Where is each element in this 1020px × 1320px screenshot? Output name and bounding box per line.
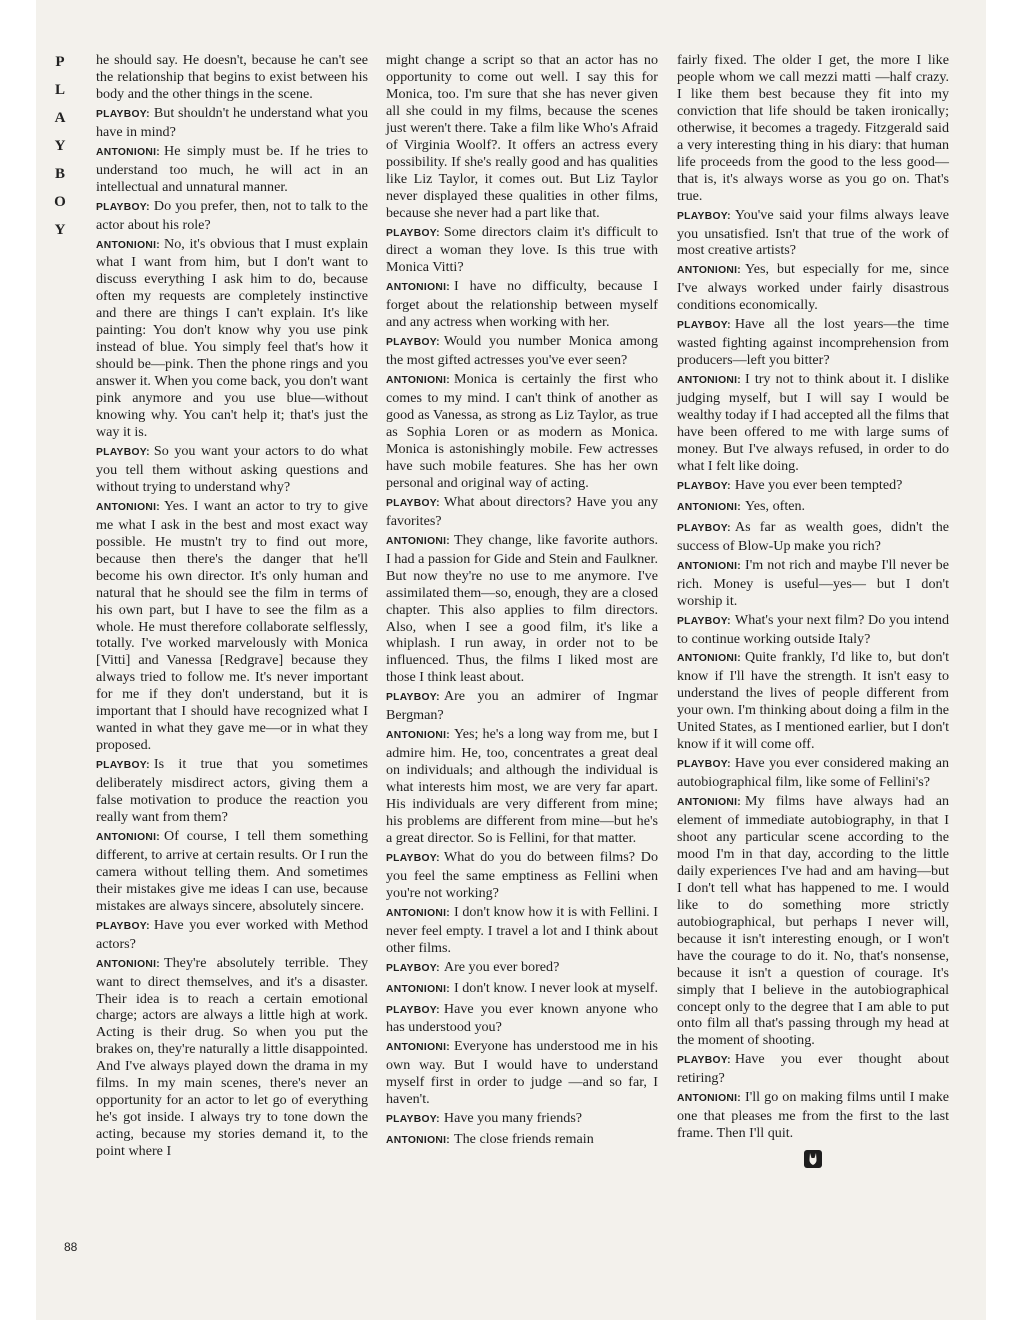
paragraph: [677, 498, 949, 517]
paragraph-text: Yes, but especially for me, since I've always worked under fairly disastrous conditions economically.: [677, 261, 949, 314]
paragraph-text: might change a script so that an actor has no opportunity to come out well. I say this for Monica, too. I'm sure that she has never given all she could in my films, because the scenes just weren't there. Take a film like Who's Afraid of Virginia Woolf?. It offers an actress every possibility. If she's really good and has qualities like Liz Taylor, it comes out. But Liz Taylor never displayed these qualities in other films, because she never had a part like that.: [386, 52, 658, 221]
paragraph-text: I try not to think about it. I dislike judging myself, but I will say I would be wealthy today if I had accepted all the films that have been offered to me with large sums of money. But I've always refused, in order to do what I felt like doing.: [677, 371, 949, 474]
speaker-label-playboy: PLAYBOY:: [677, 615, 731, 627]
paragraph: [96, 198, 368, 234]
paragraph: [677, 612, 949, 648]
speaker-label-playboy: PLAYBOY:: [677, 522, 731, 534]
speaker-label-playboy: PLAYBOY:: [386, 692, 440, 704]
text-column-1: [96, 52, 368, 1162]
speaker-label-playboy: PLAYBOY:: [96, 920, 150, 932]
speaker-label-playboy: PLAYBOY:: [96, 108, 150, 120]
speaker-label-playboy: PLAYBOY:: [677, 480, 731, 492]
paragraph-text: Of course, I tell them something different, to arrive at certain results. Or I run the camera without telling them. And sometimes their mistakes give me ideas I can use, because mistakes are always sincere, absolutely sincere.: [96, 827, 368, 914]
speaker-label-antonioni: ANTONIONI:: [386, 1135, 451, 1147]
paragraph: [386, 726, 658, 847]
magazine-name-letter: P: [55, 54, 65, 70]
speaker-label-antonioni: ANTONIONI:: [386, 730, 451, 742]
paragraph: [96, 917, 368, 953]
paragraph-text: As far as wealth goes, didn't the success of Blow-Up make you rich?: [677, 518, 949, 554]
paragraph: [386, 959, 658, 978]
magazine-name-letter: L: [54, 82, 65, 98]
paragraph-text: Have you ever been tempted?: [734, 476, 903, 493]
paragraph: [677, 371, 949, 475]
paragraph: [96, 828, 368, 915]
paragraph-text: I don't know how it is with Fellini. I never feel empty. I travel a lot and I think about other films.: [386, 903, 658, 956]
paragraph: [96, 955, 368, 1160]
paragraph-text: So you want your actors to do what you tell them without asking questions and without trying to understand why?: [96, 442, 368, 495]
paragraph-text: Have you ever thought about retiring?: [677, 1051, 949, 1087]
speaker-label-playboy: PLAYBOY:: [677, 759, 731, 771]
paragraph: [677, 316, 949, 369]
magazine-name-letter: B: [54, 166, 65, 182]
magazine-name-letter: Y: [54, 222, 66, 238]
paragraph-text: Have all the lost years—the time wasted fighting against incomprehension from producers—left you bitter?: [677, 316, 949, 369]
speaker-label-antonioni: ANTONIONI:: [96, 501, 161, 513]
paragraph-text: I'm not rich and maybe I'll never be rich. Money is useful—yes— but I don't worship it.: [677, 556, 949, 609]
paragraph-text: Have you ever worked with Method actors?: [96, 916, 368, 952]
paragraph: [677, 793, 949, 1049]
paragraph: [96, 236, 368, 441]
magazine-name-vertical: [50, 48, 70, 244]
paragraph: [677, 557, 949, 610]
speaker-label-antonioni: ANTONIONI:: [677, 797, 742, 809]
paragraph-text: Yes; he's a long way from me, but I admire him. He, too, concentrates a great deal on individuals; and although the individual is what interests him most, we are very far apart. His individuals are very different from mine; his problems are different from mine—but he's a great director. So is Fellini, for that matter.: [386, 726, 658, 846]
speaker-label-playboy: PLAYBOY:: [386, 337, 440, 349]
paragraph: [386, 688, 658, 724]
paragraph: [96, 52, 368, 103]
speaker-label-playboy: PLAYBOY:: [386, 1114, 440, 1126]
paragraph: [386, 224, 658, 277]
speaker-label-antonioni: ANTONIONI:: [96, 146, 161, 158]
magazine-name-letter: Y: [54, 138, 66, 154]
paragraph-text: But shouldn't he understand what you have in mind?: [96, 104, 368, 140]
paragraph: [386, 52, 658, 222]
paragraph: [96, 105, 368, 141]
rabbit-head-icon: [804, 1150, 822, 1168]
paragraph-text: What's your next film? Do you intend to continue working outside Italy?: [677, 611, 949, 647]
paragraph-text: Quite frankly, I'd like to, but don't know if I'll have the strength. It isn't easy to understand the lives of people different from your own. I'm thinking about doing a film in the United States, as I mentioned earlier, but I don't know if it will come off.: [677, 649, 949, 753]
speaker-label-antonioni: ANTONIONI:: [96, 831, 161, 843]
page-number: 88: [64, 1240, 78, 1254]
paragraph-text: Have you many friends?: [443, 1110, 583, 1127]
paragraph-text: Is it true that you sometimes deliberately misdirect actors, giving them a false motivation to produce the reaction you really want from them?: [96, 756, 368, 825]
speaker-label-playboy: PLAYBOY:: [96, 760, 150, 772]
paragraph-text: Everyone has understood me in his own way. But I would have to understand myself first in order to judge —and so far, I haven't.: [386, 1038, 658, 1108]
paragraph-text: You've said your films always leave you unsatisfied. Isn't that true of the work of most creative artists?: [677, 206, 949, 259]
paragraph: [386, 1131, 658, 1150]
paragraph-text: Have you ever considered making an autobiographical film, like some of Fellini's?: [677, 755, 949, 791]
paragraph: [677, 755, 949, 791]
paragraph: [386, 1038, 658, 1108]
paragraph-text: Do you prefer, then, not to talk to the actor about his role?: [96, 197, 368, 233]
paragraph-text: He simply must be. If he tries to understand too much, he will act in an intellectual and unnatural manner.: [96, 142, 368, 195]
paragraph: [386, 1001, 658, 1037]
text-column-3: [677, 52, 949, 1168]
paragraph: [386, 371, 658, 492]
speaker-label-playboy: PLAYBOY:: [96, 446, 150, 458]
speaker-label-playboy: PLAYBOY:: [386, 962, 440, 974]
paragraph-text: They change, like favorite authors. I had a passion for Gide and Stein and Faulkner. But now they're no use to me anymore. I've assimilated them—so, enough, they are a closed chapter. This also applies to film directors. Also, when I see a good film, it's like a whiplash. I run away, in order not to be influenced. Thus, the films I liked most are those I think least about.: [386, 531, 658, 686]
paragraph: [386, 904, 658, 957]
speaker-label-antonioni: ANTONIONI:: [677, 653, 742, 665]
paragraph-text: Have you ever known anyone who has understood you?: [386, 1000, 658, 1036]
speaker-label-antonioni: ANTONIONI:: [386, 983, 451, 995]
paragraph: [96, 756, 368, 826]
speaker-label-antonioni: ANTONIONI:: [677, 375, 742, 387]
speaker-label-playboy: PLAYBOY:: [677, 320, 731, 332]
paragraph-text: I don't know. I never look at myself.: [454, 979, 659, 996]
paragraph: [677, 1051, 949, 1087]
speaker-label-playboy: PLAYBOY:: [96, 201, 150, 213]
speaker-label-antonioni: ANTONIONI:: [677, 501, 742, 513]
speaker-label-antonioni: ANTONIONI:: [677, 265, 742, 277]
paragraph: [96, 443, 368, 496]
paragraph: [677, 519, 949, 555]
speaker-label-playboy: PLAYBOY:: [677, 210, 731, 222]
paragraph-text: What do you do between films? Do you feel the same emptiness as Fellini when you're not working?: [386, 848, 658, 901]
paragraph-text: What about directors? Have you any favorites?: [386, 493, 658, 529]
paragraph: [677, 52, 949, 205]
magazine-name-letter: A: [54, 110, 66, 126]
paragraph-text: Would you number Monica among the most gifted actresses you've ever seen?: [386, 333, 658, 369]
paragraph: [96, 143, 368, 196]
paragraph-text: fairly fixed. The older I get, the more I like people whom we call mezzi matti —half crazy. I like them best because they fit into my conviction that life should be taken ironically; otherwise, it becomes a tragedy. Fitzgerald said a very interesting thing in his diary: that human life proceeds from the good to the less good—that is, it's always worse as you go on. That's true.: [677, 52, 949, 204]
paragraph: [96, 498, 368, 754]
speaker-label-antonioni: ANTONIONI:: [677, 1093, 742, 1105]
magazine-name-letter: O: [54, 194, 66, 210]
speaker-label-antonioni: ANTONIONI:: [386, 375, 451, 387]
paragraph: [386, 532, 658, 687]
paragraph: [386, 980, 658, 999]
paragraph-text: I have no difficulty, because I forget about the relationship between myself and any actress when working with her.: [386, 278, 658, 331]
speaker-label-playboy: PLAYBOY:: [386, 227, 440, 239]
paragraph: [386, 333, 658, 369]
paragraph: [386, 278, 658, 331]
paragraph-text: I'll go on making films until I make one that pleases me from the first to the last frame. Then I'll quit.: [677, 1089, 949, 1142]
paragraph-text: My films have always had an element of immediate autobiography, in that I shoot any particular scene according to the mood I'm in that day, according to the little daily experiences I've had and am having—but I don't tell what has happened to me. I would like to do something more strictly autobiographical, but perhaps I never will, because it isn't interesting enough, or I won't have the courage to do it. No, that's nonsense, because it isn't a question of courage. It's simply that I believe in the autobiographical concept only to the degree that I am able to put onto film all that's passing through my head at the moment of shooting.: [677, 793, 949, 1049]
text-column-2: [386, 52, 658, 1152]
paragraph: [386, 1110, 658, 1129]
speaker-label-antonioni: ANTONIONI:: [386, 1042, 451, 1054]
paragraph-text: Monica is certainly the first who comes to my mind. I can't think of another as good as Vanessa, as strong as Liz Taylor, as true as Sophia Loren or as modern as Monica. Monica is astonishingly mobile. Few actresses have such mobile features. She has her own personal and original way of acting.: [386, 371, 658, 491]
speaker-label-playboy: PLAYBOY:: [677, 1055, 731, 1067]
speaker-label-antonioni: ANTONIONI:: [96, 958, 161, 970]
paragraph-text: Are you an admirer of Ingmar Bergman?: [386, 688, 658, 724]
paragraph-text: Are you ever bored?: [443, 958, 560, 975]
speaker-label-antonioni: ANTONIONI:: [386, 535, 451, 547]
speaker-label-antonioni: ANTONIONI:: [386, 907, 451, 919]
paragraph: [677, 261, 949, 314]
paragraph-text: No, it's obvious that I must explain what I want from him, but I don't want to discuss everything I ask him to do, because often my requests are completely instinctive and there are things I can't explain. It's like painting: You don't know why you use pink instead of blue. You simply feel that's how it should be—pink. Then the phone rings and you answer it. When you come back, you don't want pink anymore and you use blue—without knowing why. You can't help it; that's just the way it is.: [96, 235, 368, 441]
paragraph: [677, 207, 949, 260]
paragraph-text: Yes, often.: [745, 497, 806, 514]
paragraph-text: he should say. He doesn't, because he can't see the relationship that begins to exist between his body and the other things in the scene.: [96, 52, 368, 102]
speaker-label-antonioni: ANTONIONI:: [677, 560, 742, 572]
paragraph-text: Yes. I want an actor to try to give me what I ask in the best and most exact way possible. He mustn't try to find out more, because then there's the danger that he'll become his own director. It's only human and natural that he should see the film in terms of his own part, but I have to see the film as a whole. He must therefore collaborate selflessly, totally. I've worked marvelously with Monica [Vitti] and Vanessa [Redgrave] because they always tried to follow me. It's never important for me if they don't understand, but it is important that I should have recognized what I wanted in what they gave me—or in what they proposed.: [96, 497, 368, 754]
speaker-label-antonioni: ANTONIONI:: [96, 239, 161, 251]
speaker-label-playboy: PLAYBOY:: [386, 1004, 440, 1016]
speaker-label-antonioni: ANTONIONI:: [386, 282, 451, 294]
paragraph-text: They're absolutely terrible. They want to direct themselves, and it's a disaster. Their idea is to reach a certain emotional charge; actors are always a little high at work. Acting is their drug. So when you put the brakes on, they're naturally a little disappointed. And I've always played down the drama in my films. In my main scenes, there's never an opportunity for an actor to let go of everything he's got inside. I always try to tone down the acting, because my stories demand it, to the point where I: [96, 954, 368, 1160]
magazine-page: [36, 0, 986, 1320]
paragraph: [386, 494, 658, 530]
speaker-label-playboy: PLAYBOY:: [386, 497, 440, 509]
speaker-label-playboy: PLAYBOY:: [386, 852, 440, 864]
paragraph-text: The close friends remain: [454, 1131, 594, 1148]
paragraph: [677, 649, 949, 753]
paragraph: [677, 1089, 949, 1142]
paragraph: [386, 849, 658, 902]
paragraph-text: Some directors claim it's difficult to direct a woman they love. Is this true with Monica Vitti?: [386, 223, 658, 276]
paragraph: [677, 477, 949, 496]
